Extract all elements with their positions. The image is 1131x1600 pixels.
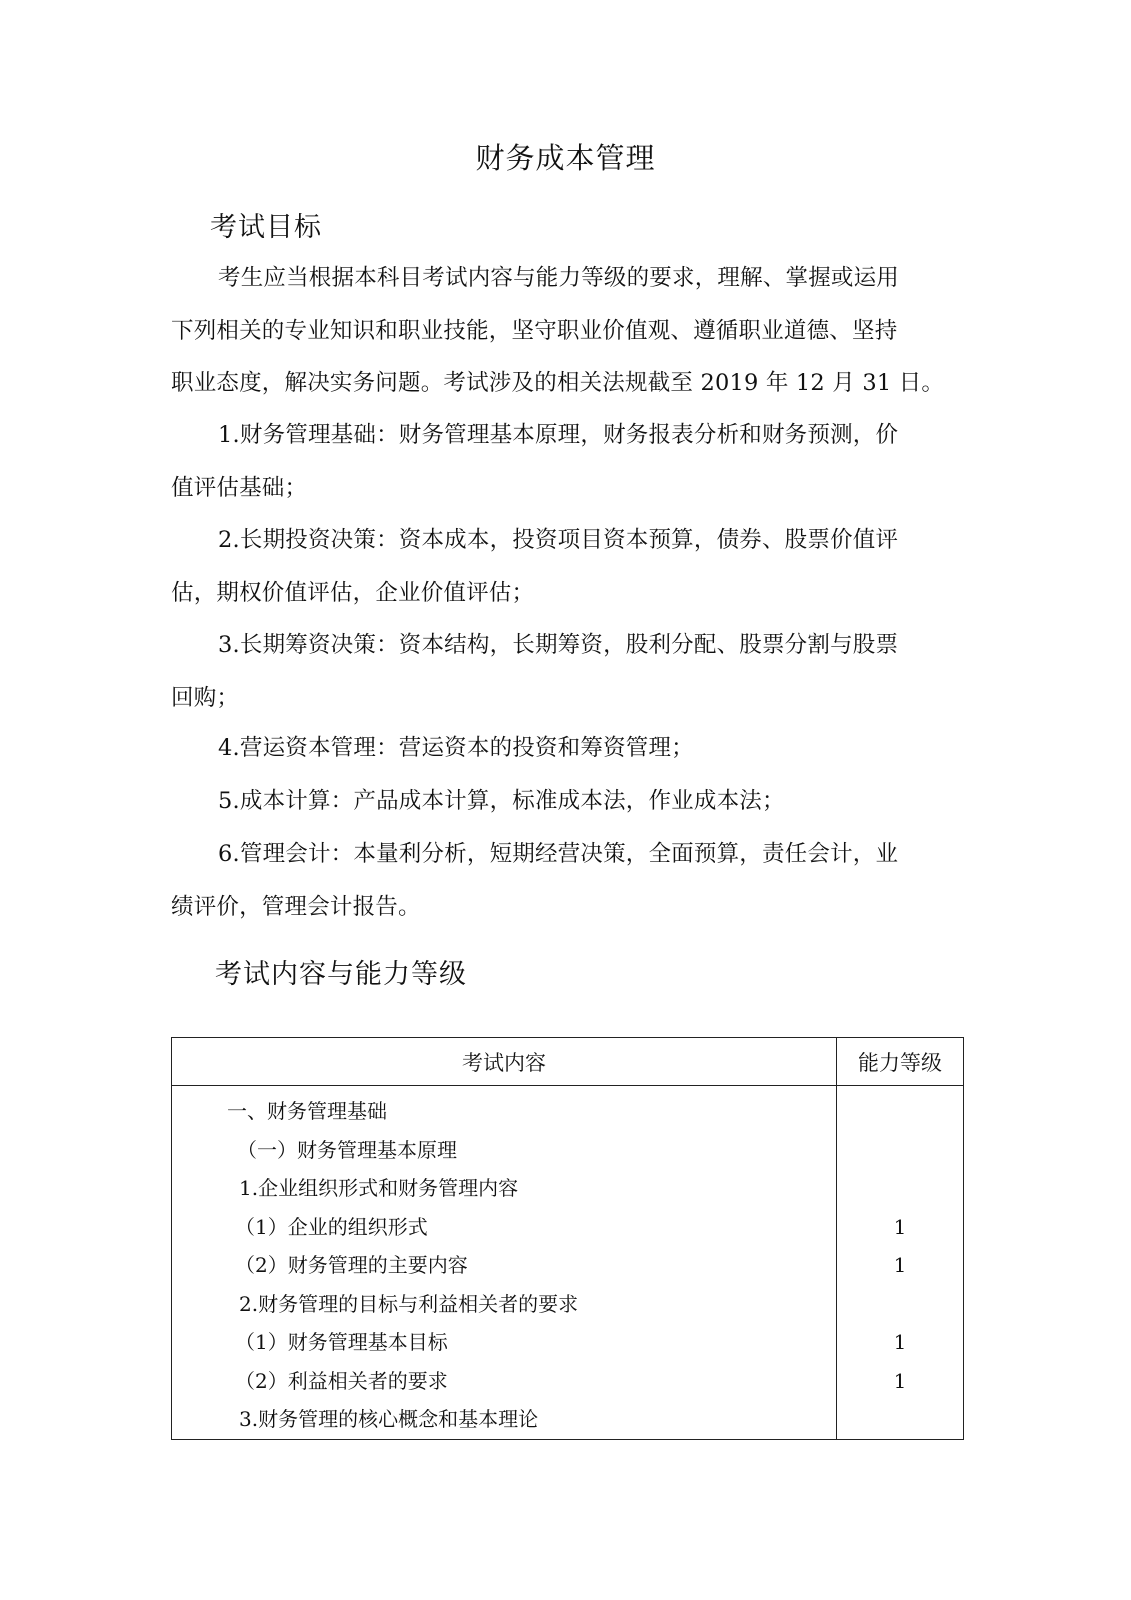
table-row-level: 1 xyxy=(893,1253,907,1277)
objective-item-line: 1.财务管理基础：财务管理基本原理，财务报表分析和财务预测，价 xyxy=(218,422,899,448)
objective-item-line: 绩评价，管理会计报告。 xyxy=(171,893,421,920)
header-level: 能力等级 xyxy=(837,1038,964,1086)
objective-item-line: 值评估基础； xyxy=(171,474,308,501)
table-body-row xyxy=(172,1086,964,1440)
objective-item-line: 2.长期投资决策：资本成本，投资项目资本预算，债券、股票价值评 xyxy=(218,527,899,553)
table-row-content: 2.财务管理的目标与利益相关者的要求 xyxy=(239,1291,579,1316)
table-row-level xyxy=(837,1169,963,1208)
intro-line: 下列相关的专业知识和职业技能，坚守职业价值观、遵循职业道德、坚持 xyxy=(171,317,898,344)
objective-item-2 xyxy=(171,514,898,619)
table-row-content: （一）财务管理基本原理 xyxy=(237,1137,457,1162)
header-content: 考试内容 xyxy=(172,1038,837,1086)
objective-item-3 xyxy=(171,619,898,724)
level-column xyxy=(837,1086,964,1440)
objective-item-6 xyxy=(171,828,898,933)
objective-item-line: 5.成本计算：产品成本计算，标准成本法，作业成本法； xyxy=(218,788,785,814)
objective-item-line: 6.管理会计：本量利分析，短期经营决策，全面预算，责任会计，业 xyxy=(218,841,899,867)
intro-line: 职业态度，解决实务问题。考试涉及的相关法规截至 2019 年 12 月 31 日。 xyxy=(171,370,945,396)
page-title: 财务成本管理 xyxy=(475,141,656,175)
content-level-table xyxy=(171,1037,964,1440)
table-row-level: 1 xyxy=(893,1214,907,1239)
objective-item-line: 回购； xyxy=(171,684,240,711)
objective-item-4 xyxy=(171,722,694,775)
intro-line: 考生应当根据本科目考试内容与能力等级的要求，理解、掌握或运用 xyxy=(218,265,900,291)
objectives-heading: 考试目标 xyxy=(210,212,322,243)
objective-item-line: 3.长期筹资决策：资本结构，长期筹资，股利分配、股票分割与股票 xyxy=(218,632,899,658)
content-column xyxy=(172,1086,837,1440)
table-row-level xyxy=(837,1400,963,1439)
table-row-content: （2）利益相关者的要求 xyxy=(235,1368,448,1393)
table-header-row xyxy=(172,1038,964,1086)
intro-paragraph xyxy=(171,252,944,410)
table-row-level: 1 xyxy=(893,1368,907,1393)
table-row-content: （2）财务管理的主要内容 xyxy=(235,1253,468,1277)
table-row-content: （1）财务管理基本目标 xyxy=(235,1330,448,1354)
table-row-content: （1）企业的组织形式 xyxy=(235,1214,428,1239)
contents-heading: 考试内容与能力等级 xyxy=(215,959,467,990)
objective-item-line: 4.营运资本管理：营运资本的投资和筹资管理； xyxy=(218,735,694,761)
objective-item-5 xyxy=(171,775,785,828)
table-row-level: 1 xyxy=(893,1330,907,1354)
objective-item-line: 估，期权价值评估，企业价值评估； xyxy=(171,579,535,606)
table-row-level xyxy=(837,1285,963,1324)
table-row-content: 3.财务管理的核心概念和基本理论 xyxy=(239,1407,539,1431)
table-row-content: 1.企业组织形式和财务管理内容 xyxy=(239,1176,519,1200)
table-row-content: 一、财务管理基础 xyxy=(227,1099,387,1123)
objective-item-1 xyxy=(171,409,898,514)
table-row-level xyxy=(837,1092,963,1131)
table-row-level xyxy=(837,1131,963,1170)
